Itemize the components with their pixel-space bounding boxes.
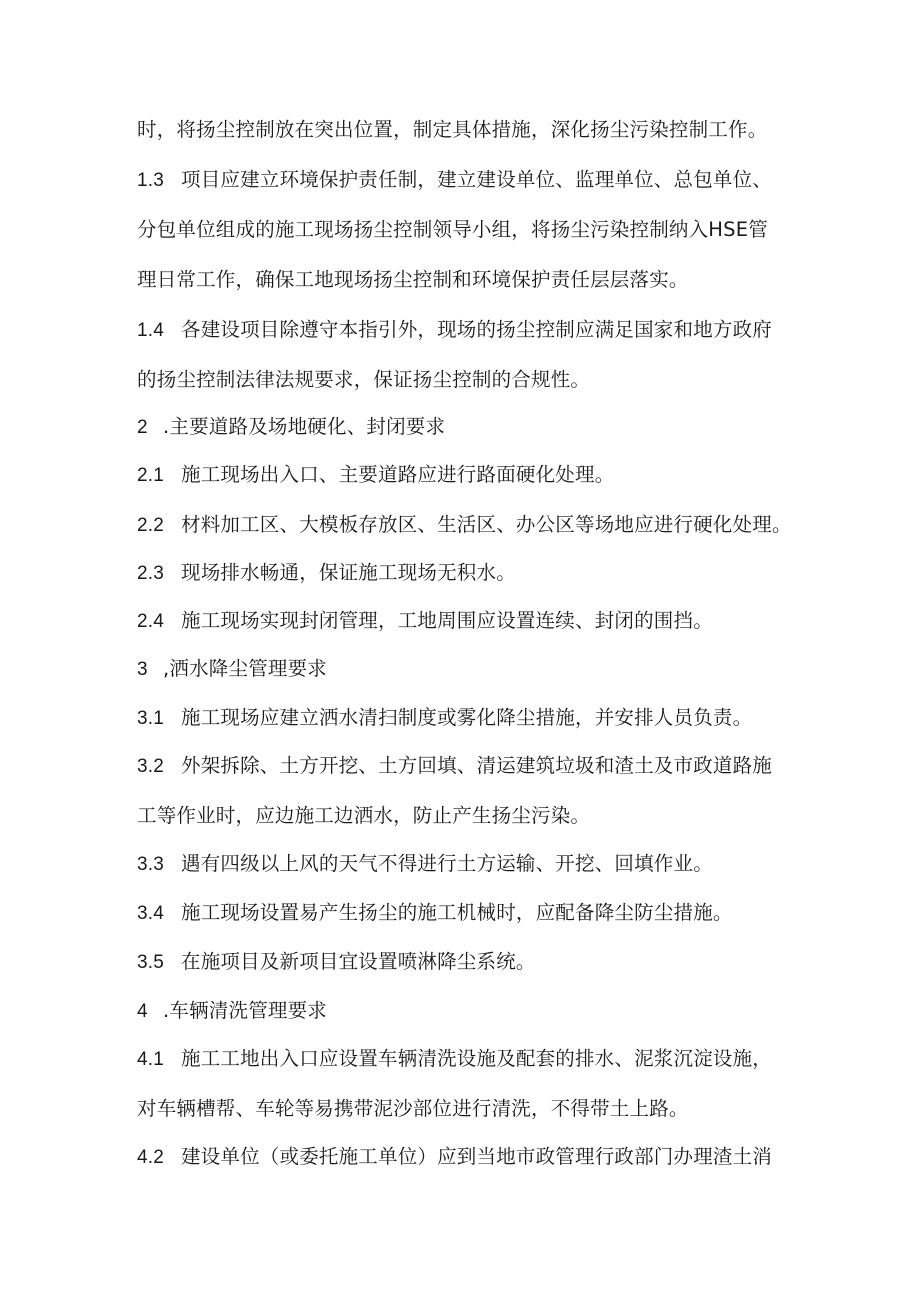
line-text: 施工现场实现封闭管理，工地周围应设置连续、封闭的围挡。 <box>181 609 713 632</box>
paragraph-line <box>137 897 797 929</box>
clause-number: 4.2 <box>137 1147 165 1168</box>
clause-number: 3.3 <box>137 854 165 875</box>
line-text: 理日常工作，确保工地现场扬尘控制和环境保护责任层层落实。 <box>137 268 689 291</box>
section-title: .车辆清洗管理要求 <box>163 999 327 1022</box>
line-text: 施工工地出入口应设置车辆清洗设施及配套的排水、泥浆沉淀设施， <box>181 1047 773 1070</box>
line-text: 施工现场设置易产生扬尘的施工机械时，应配备降尘防尘措施。 <box>181 901 733 924</box>
clause-number: 1.3 <box>137 170 165 191</box>
paragraph-line <box>137 800 797 832</box>
line-text: 遇有四级以上风的天气不得进行土方运输、开挖、回填作业。 <box>181 852 713 875</box>
paragraph-line <box>137 214 797 246</box>
clause-number: 4.1 <box>137 1049 165 1070</box>
line-text: 建设单位（或委托施工单位）应到当地市政管理行政部门办理渣土消 <box>181 1145 773 1168</box>
line-text: 外架拆除、土方开挖、土方回填、清运建筑垃圾和渣土及市政道路施 <box>181 754 773 777</box>
paragraph-line <box>137 702 797 734</box>
paragraph-line <box>137 557 797 589</box>
line-text: 各建设项目除遵守本指引外，现场的扬尘控制应满足国家和地方政府 <box>181 318 773 341</box>
paragraph-line <box>137 264 797 296</box>
line-text: 工等作业时，应边施工边洒水，防止产生扬尘污染。 <box>137 804 591 827</box>
paragraph-line <box>137 750 797 782</box>
clause-number: 2.3 <box>137 563 165 584</box>
clause-number: 3.5 <box>137 952 165 973</box>
clause-number: 3.2 <box>137 756 165 777</box>
paragraph-line <box>137 848 797 880</box>
clause-number: 3.4 <box>137 903 165 924</box>
paragraph-line <box>137 946 797 978</box>
clause-number: 3.1 <box>137 708 165 729</box>
clause-number: 2.4 <box>137 611 165 632</box>
section-title: ,洒水降尘管理要求 <box>163 657 327 680</box>
section-number: 3 <box>137 659 148 680</box>
section-heading <box>137 411 797 443</box>
paragraph-line <box>137 509 797 541</box>
paragraph-line <box>137 605 797 637</box>
line-text: 的扬尘控制法律法规要求，保证扬尘控制的合规性。 <box>137 368 591 391</box>
line-text: 现场排水畅通，保证施工现场无积水。 <box>181 561 516 584</box>
line-text: 项目应建立环境保护责任制，建立建设单位、监理单位、总包单位、 <box>181 168 773 191</box>
line-text: 材料加工区、大模板存放区、生活区、办公区等场地应进行硬化处理。 <box>181 513 792 536</box>
clause-number: 2.1 <box>137 465 165 486</box>
section-number: 4 <box>137 1001 148 1022</box>
paragraph-line <box>137 459 797 491</box>
line-text: 时，将扬尘控制放在突出位置，制定具体措施，深化扬尘污染控制工作。 <box>137 118 768 141</box>
line-text: 分包单位组成的施工现场扬尘控制领导小组，将扬尘污染控制纳入HSE管 <box>137 218 768 241</box>
paragraph-line <box>137 364 797 396</box>
paragraph-line <box>137 164 797 196</box>
paragraph-line <box>137 114 797 146</box>
line-text: 施工现场应建立洒水清扫制度或雾化降尘措施，并安排人员负责。 <box>181 706 753 729</box>
paragraph-line <box>137 1043 797 1075</box>
paragraph-line <box>137 314 797 346</box>
paragraph-line <box>137 1141 797 1173</box>
section-title: .主要道路及场地硬化、封闭要求 <box>163 415 446 438</box>
line-text: 对车辆槽帮、车轮等易携带泥沙部位进行清洗，不得带土上路。 <box>137 1097 689 1120</box>
section-heading <box>137 995 797 1027</box>
line-text: 施工现场出入口、主要道路应进行路面硬化处理。 <box>181 463 615 486</box>
line-text: 在施项目及新项目宜设置喷淋降尘系统。 <box>181 950 536 973</box>
section-heading <box>137 653 797 685</box>
clause-number: 2.2 <box>137 515 165 536</box>
paragraph-line <box>137 1093 797 1125</box>
section-number: 2 <box>137 417 148 438</box>
clause-number: 1.4 <box>137 320 165 341</box>
